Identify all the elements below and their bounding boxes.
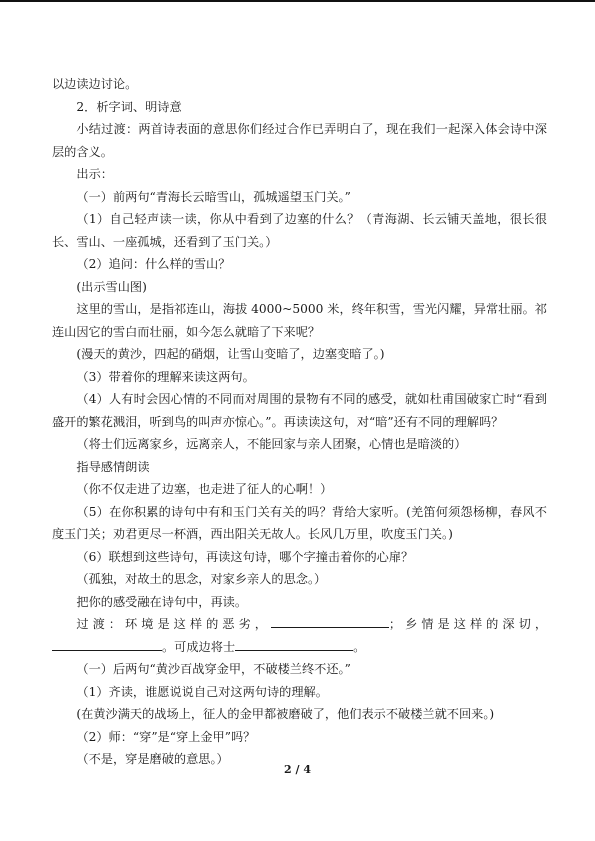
paragraph: (出示雪山图) — [76, 279, 147, 294]
paragraph: （6）联想到这些诗句，再读这句诗，哪个字撞击着你的心扉？ — [76, 549, 414, 564]
paragraph: （你不仅走进了边塞，也走进了征人的心啊！） — [76, 482, 333, 496]
paragraph: 出示： — [76, 167, 113, 181]
paragraph: （不是，穿是磨破的意思。） — [76, 752, 229, 766]
section-heading: 2．析字词、明诗意 — [76, 99, 182, 114]
transition-text-c: 。可成边将士 — [162, 639, 236, 654]
fill-blank-1[interactable] — [271, 614, 389, 628]
paragraph: （1）自己轻声读一读，你从中看到了边塞的什么？（青海湖、长云铺天盖地，很长很长、雪山、一座孤城，还看到了玉门关。） — [52, 212, 547, 249]
paragraph: （2）追问：什么样的雪山？ — [76, 257, 231, 271]
transition-paragraph — [52, 613, 547, 658]
fill-blank-3[interactable] — [235, 637, 353, 651]
paragraph: （孤独，对故土的思念，对家乡亲人的思念。） — [76, 572, 327, 586]
fill-blank-2[interactable] — [52, 637, 162, 651]
paragraph: 指导感情朗读 — [76, 459, 150, 474]
paragraph: （5）在你积累的诗句中有和玉门关有关的吗？背给大家听。(羌笛何须怨杨柳，春风不度玉门关；劝君更尽一杯酒，西出阳关无故人。长风几万里，吹度玉门关。) — [52, 504, 547, 541]
paragraph: （一）前两句“青海长云暗雪山，孤城遥望玉门关。” — [76, 189, 351, 204]
top-rule — [0, 0, 595, 2]
paragraph: （4）人有时会因心情的不同而对周围的景物有不同的感受，就如杜甫国破家亡时“看到盛开的繁花溅泪，听到鸟的叫声亦惊心。”。再读读这句，对“暗”还有不同的理解吗？ — [52, 392, 547, 429]
paragraph: （1）齐读，谁愿说说自己对这两句诗的理解。 — [76, 684, 328, 699]
paragraph: (漫天的黄沙，四起的硝烟，让雪山变暗了，边塞变暗了。) — [76, 347, 385, 361]
paragraph: （2）师：“穿”是“穿上金甲”吗？ — [76, 729, 256, 744]
page-number: 2 / 4 — [284, 763, 311, 776]
paragraph: 把你的感受融在诗句中，再读。 — [76, 594, 248, 609]
transition-text-d: 。 — [353, 639, 366, 654]
paragraph: 以边读边讨论。 — [52, 77, 138, 91]
paragraph: (在黄沙满天的战场上，征人的金甲都被磨破了，他们表示不破楼兰就不回来。) — [76, 707, 495, 721]
paragraph: 小结过渡：两首诗表面的意思你们经过合作已弄明白了，现在我们一起深入体会诗中深层的含义。 — [52, 122, 547, 159]
paragraph: （将士们远离家乡，远离亲人，不能回家与亲人团聚，心情也是暗淡的） — [76, 437, 467, 451]
paragraph: （一）后两句“黄沙百战穿金甲，不破楼兰终不还。” — [76, 662, 351, 676]
transition-text-b: ；乡情是这样的深切， — [388, 617, 548, 631]
transition-text-a: 过渡：环境是这样的恶劣， — [76, 617, 271, 631]
paragraph: 这里的雪山，是指祁连山，海拔 4000~5000 米，终年积雪，雪光闪耀，异常壮丽。祁连山因它的雪白而壮丽，如今怎么就暗了下来呢？ — [52, 302, 547, 339]
paragraph: （3）带着你的理解来读这两句。 — [76, 369, 255, 384]
document-body — [52, 73, 547, 771]
